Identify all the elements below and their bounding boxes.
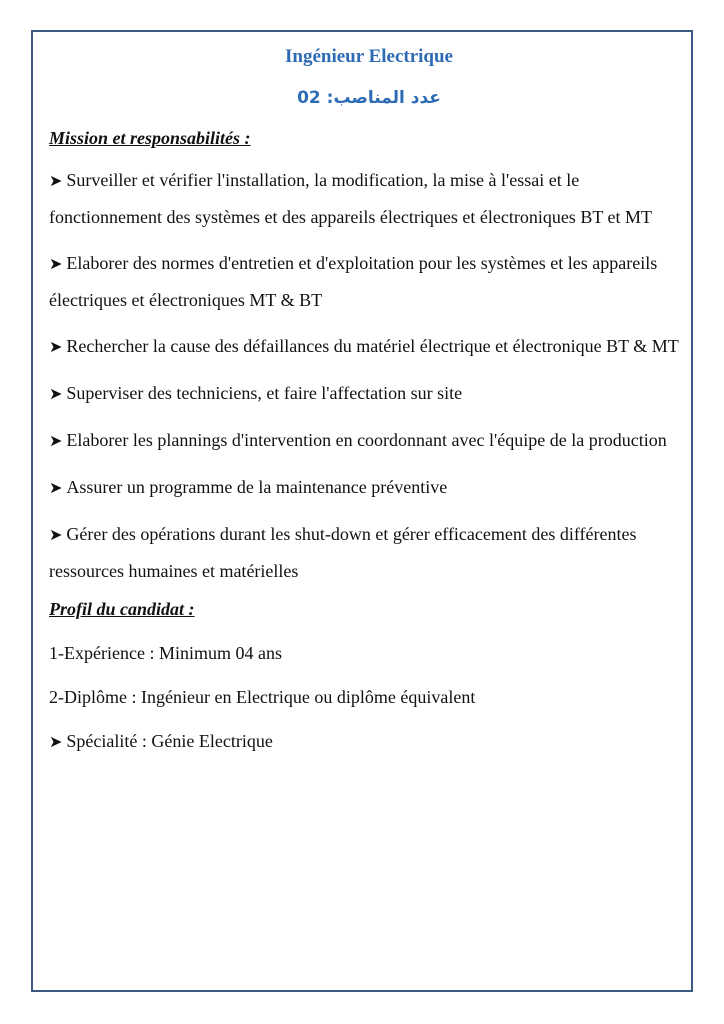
mission-item — [49, 469, 689, 506]
mission-text: Gérer des opérations durant les shut-down et gérer efficacement des différentes ressources humaines et matérielles — [49, 524, 637, 581]
mission-text: Elaborer des normes d'entretien et d'exploitation pour les systèmes et les appareils électriques et électroniques MT & BT — [49, 253, 658, 310]
mission-list — [49, 162, 689, 589]
arrow-bullet-icon: ➤ — [49, 525, 63, 544]
arrow-bullet-icon: ➤ — [49, 254, 63, 273]
mission-text: Elaborer les plannings d'intervention en coordonnant avec l'équipe de la production — [66, 430, 667, 450]
profile-experience: 1-Expérience : Minimum 04 ans — [49, 643, 282, 663]
arrow-bullet-icon: ➤ — [49, 732, 63, 751]
mission-heading: Mission et responsabilités : — [49, 128, 251, 148]
arrow-bullet-icon: ➤ — [49, 337, 63, 356]
mission-text: Surveiller et vérifier l'installation, la modification, la mise à l'essai et le fonctionnement des systèmes et des appareils électriques et électroniques BT et MT — [49, 170, 652, 227]
profile-specialty-item — [49, 729, 689, 754]
mission-item — [49, 422, 689, 459]
mission-text: Superviser des techniciens, et faire l'affectation sur site — [66, 383, 463, 403]
mission-item — [49, 516, 689, 589]
job-posting — [49, 44, 689, 754]
profile-heading: Profil du candidat : — [49, 599, 195, 619]
positions-count: عدد المناصب: 02 — [297, 88, 441, 108]
arrow-bullet-icon: ➤ — [49, 478, 63, 497]
profile-diploma: 2-Diplôme : Ingénieur en Electrique ou diplôme équivalent — [49, 687, 476, 707]
mission-item — [49, 162, 689, 235]
profile-specialty: Spécialité : Génie Electrique — [66, 731, 273, 751]
job-title: Ingénieur Electrique — [284, 46, 453, 67]
mission-text: Rechercher la cause des défaillances du matériel électrique et électronique BT & MT — [66, 336, 679, 356]
arrow-bullet-icon: ➤ — [49, 171, 63, 190]
arrow-bullet-icon: ➤ — [49, 384, 63, 403]
arrow-bullet-icon: ➤ — [49, 431, 63, 450]
mission-text: Assurer un programme de la maintenance préventive — [66, 477, 448, 497]
mission-item — [49, 245, 689, 318]
mission-item — [49, 328, 689, 365]
mission-item — [49, 375, 689, 412]
